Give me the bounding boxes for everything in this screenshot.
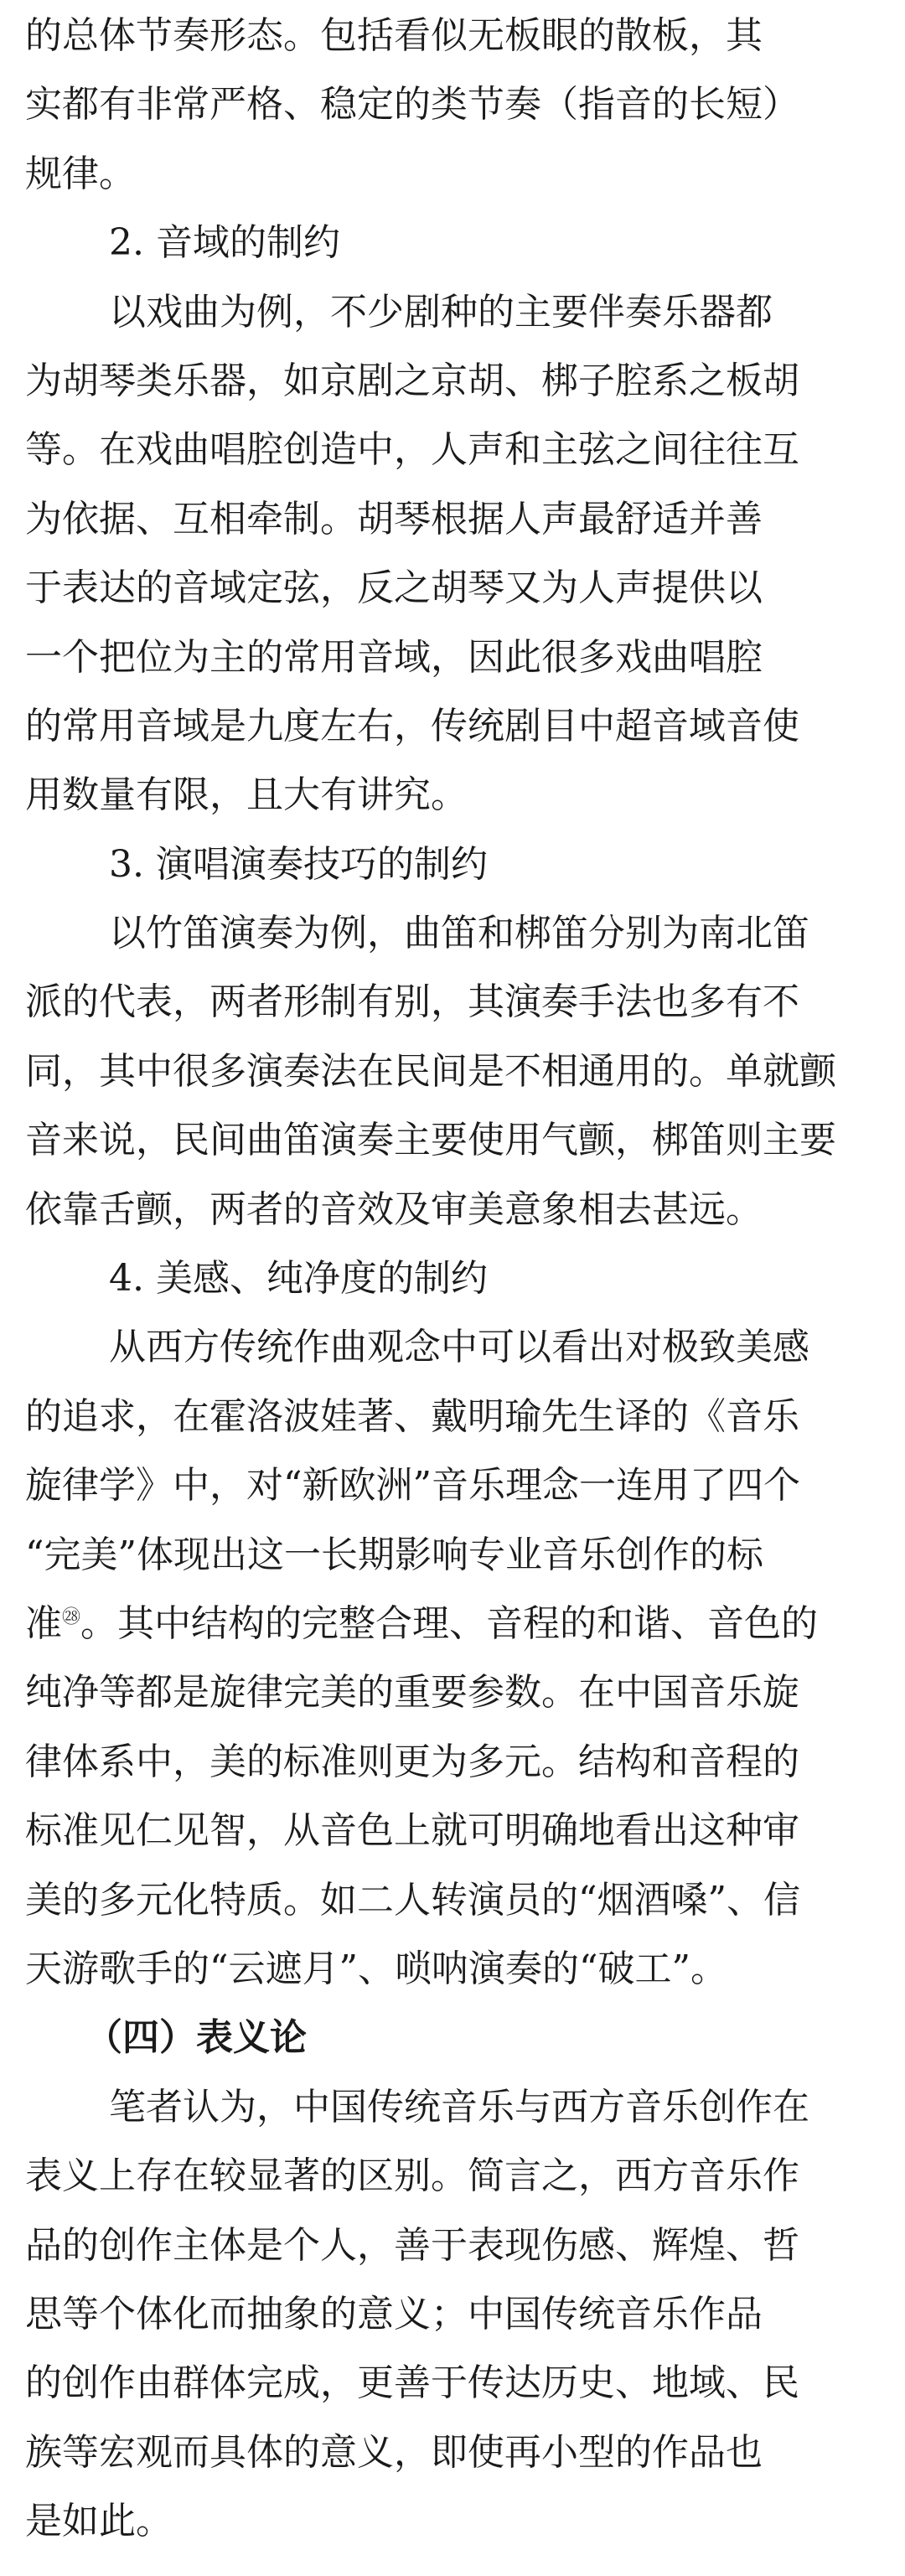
text-line: 为依据、互相牵制。胡琴根据人声最舒适并善 xyxy=(25,497,763,541)
text-line: “完美”体现出这一长期影响专业音乐创作的标 xyxy=(25,1533,763,1576)
text-segment: 准 xyxy=(25,1601,62,1645)
text-line: 一个把位为主的常用音域，因此很多戏曲唱腔 xyxy=(25,635,763,679)
text-line: 纯净等都是旋律完美的重要参数。在中国音乐旋 xyxy=(25,1671,799,1715)
text-line: 音来说，民间曲笛演奏主要使用气颤，梆笛则主要 xyxy=(25,1119,836,1162)
text-line: 派的代表，两者形制有别，其演奏手法也多有不 xyxy=(25,980,799,1024)
text-line: 以竹笛演奏为例，曲笛和梆笛分别为南北笛 xyxy=(109,912,809,955)
text-line: 用数量有限，且大有讲究。 xyxy=(25,773,468,817)
text-line: 从西方传统作曲观念中可以看出对极致美感 xyxy=(109,1326,809,1369)
text-line: 天游歌手的“云遮月”、唢呐演奏的“破工”。 xyxy=(25,1947,727,1990)
text-line: 律体系中，美的标准则更为多元。结构和音程的 xyxy=(25,1740,799,1783)
text-line: 表义上存在较显著的区别。简言之，西方音乐作 xyxy=(25,2154,799,2198)
text-line: 依靠舌颤，两者的音效及审美意象相去甚远。 xyxy=(25,1187,763,1231)
footnote-mark: ㉘ xyxy=(62,1606,81,1628)
text-line: 旋律学》中，对“新欧洲”音乐理念一连用了四个 xyxy=(25,1464,800,1508)
text-line: 的追求，在霍洛波娃著、戴明瑜先生译的《音乐 xyxy=(25,1394,799,1438)
text-line: 是如此。 xyxy=(25,2500,173,2543)
text-line: 思等个体化而抽象的意义；中国传统音乐作品 xyxy=(25,2292,763,2335)
subheading-aesthetic-constraint: 4. 美感、纯净度的制约 xyxy=(109,1257,488,1301)
text-line: 族等宏观而具体的意义，即使再小型的作品也 xyxy=(25,2430,763,2474)
text-line: 的创作由群体完成，更善于传达历史、地域、民 xyxy=(25,2361,799,2405)
text-line: 美的多元化特质。如二人转演员的“烟酒嗓”、信 xyxy=(25,1878,800,1922)
text-line-with-footnote xyxy=(25,1590,888,1658)
text-line: 品的创作主体是个人，善于表现伤感、辉煌、哲 xyxy=(25,2223,799,2267)
text-line: 为胡琴类乐器，如京剧之京胡、梆子腔系之板胡 xyxy=(25,359,799,402)
text-line: 实都有非常严格、稳定的类节奏（指音的长短） xyxy=(25,83,799,127)
text-segment: 。其中结构的完整合理、音程的和谐、音色的 xyxy=(80,1601,819,1645)
subheading-range-constraint: 2. 音域的制约 xyxy=(109,221,340,265)
text-line: 的总体节奏形态。包括看似无板眼的散板，其 xyxy=(25,14,763,57)
text-line: 的常用音域是九度左右，传统剧目中超音域音使 xyxy=(25,704,799,747)
text-line: 等。在戏曲唱腔创造中，人声和主弦之间往往互 xyxy=(25,428,799,472)
text-line: 标准见仁见智，从音色上就可明确地看出这种审 xyxy=(25,1809,799,1853)
subheading-technique-constraint: 3. 演唱演奏技巧的制约 xyxy=(109,842,488,886)
text-line: 笔者认为，中国传统音乐与西方音乐创作在 xyxy=(109,2085,809,2129)
text-line: 规律。 xyxy=(25,152,136,195)
text-line: 以戏曲为例，不少剧种的主要伴奏乐器都 xyxy=(109,290,773,334)
text-line: 同，其中很多演奏法在民间是不相通用的。单就颤 xyxy=(25,1049,836,1093)
section-heading-meaning: （四）表义论 xyxy=(85,2016,307,2060)
text-line: 于表达的音域定弦，反之胡琴又为人声提供以 xyxy=(25,566,763,610)
document-page xyxy=(25,2,888,2556)
